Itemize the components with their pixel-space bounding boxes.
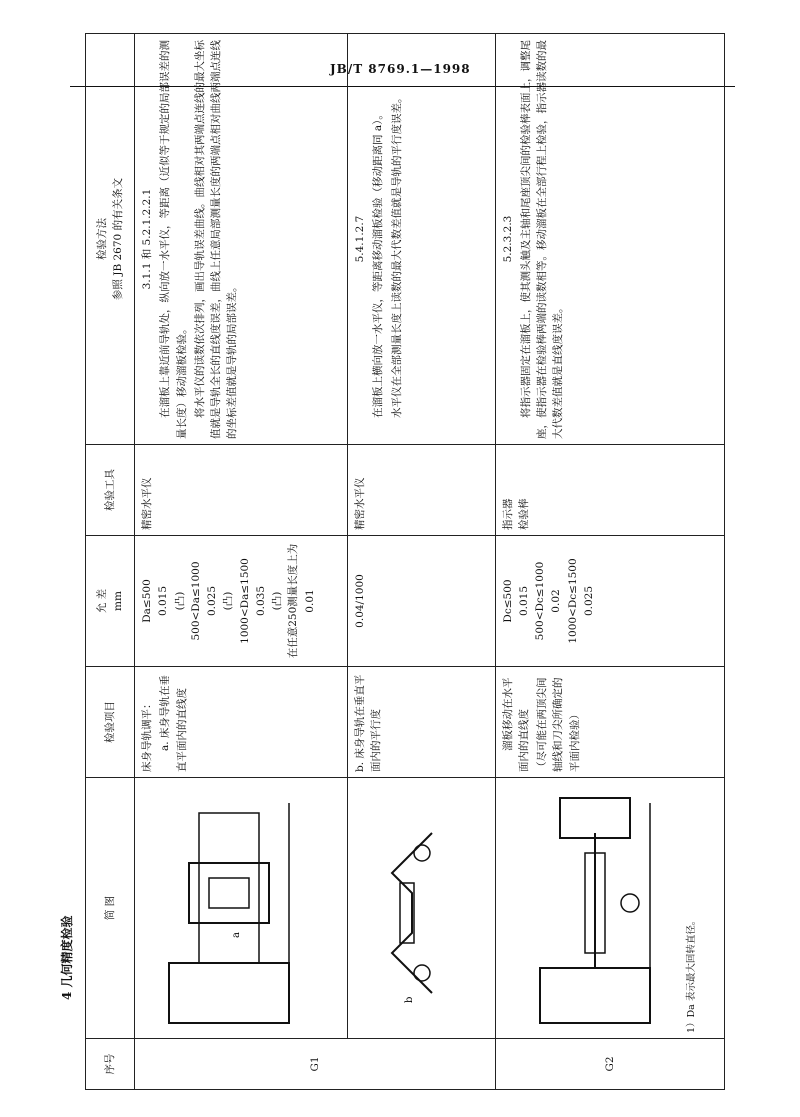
table-row-g1a	[135, 34, 348, 1090]
method-g1a	[135, 34, 348, 445]
method-g2-ref: 5.2.3.2.3	[501, 215, 514, 263]
method-g2	[495, 34, 724, 445]
tolerance-g2	[495, 536, 724, 667]
col-header-no: 序号	[86, 1039, 135, 1090]
tolerance-g1b: 0.04/1000	[348, 536, 495, 667]
method-reference: 参照 JB 2670 的有关条文	[112, 177, 124, 301]
col-header-tool: 检验工具	[86, 445, 135, 536]
col-header-figure: 简 图	[86, 778, 135, 1039]
method-g1a-ref: 3.1.1 和 5.2.1.2.2.1	[141, 188, 153, 290]
tol-g1a-4: 0.025	[206, 585, 219, 617]
tol-g1a-3: 500<Da≤1000	[189, 561, 202, 641]
figure-g1a	[135, 778, 348, 1039]
figure-label-a: a	[231, 932, 242, 938]
standard-number: JB/T 8769.1—1998	[330, 62, 471, 76]
item-g1a-line1: 床身导轨调平：	[141, 698, 153, 772]
method-g1a-para2: 将水平仪的读数依次排列，画出导轨误差曲线。曲线相对其两端点连线的最大坐标值就是导轨全长的直线度误差，曲线上任意局部测量长度的两端点相对曲线两端点连线的坐标差值就是导轨的局部误差。	[193, 40, 239, 439]
tool-g1a: 精密水平仪	[135, 445, 348, 536]
tol-g2-0: Dc≤500	[501, 579, 514, 623]
footnote: 1）Da 表示最大回转直径。	[685, 915, 697, 1033]
item-g2	[495, 667, 724, 778]
method-g1b-ref: 5.4.1.2.7	[354, 215, 367, 263]
tol-g2-2: 500<Dc≤1000	[534, 561, 547, 641]
geometric-accuracy-table	[85, 33, 725, 1090]
tolerance-label: 允 差	[95, 588, 108, 614]
tol-g2-3: 0.02	[550, 589, 563, 613]
tool-g2-test-bar: 检验棒	[517, 498, 530, 530]
bed-guideway-section-diagram	[352, 793, 472, 1033]
item-g1a-line2: a. 床身导轨在垂直平面内的直线度	[159, 675, 188, 772]
tol-g1a-5: (凸)	[222, 591, 235, 611]
tool-g1b: 精密水平仪	[348, 445, 495, 536]
col-header-method	[86, 34, 135, 445]
figure-g2	[495, 778, 724, 1039]
tol-g1a-2: (凸)	[173, 591, 186, 611]
method-g1b	[348, 34, 495, 445]
section-title: 4 几何精度检验	[60, 915, 74, 1000]
tol-g1a-1: 0.015	[157, 585, 170, 617]
tol-g1a-10: 0.01	[303, 589, 316, 613]
method-g1b-para1: 在溜板上横向放一水平仪，等距离移动溜板检验（移动距离同 a）。	[372, 109, 385, 418]
item-g1a	[135, 667, 348, 778]
table-row-g2	[495, 34, 724, 1090]
item-g2-line1: 溜板移动在水平面内的直线度	[501, 677, 530, 772]
col-header-tolerance	[86, 536, 135, 667]
tolerance-unit: mm	[112, 591, 124, 611]
row-number-g1: G1	[135, 1039, 496, 1090]
tol-g1a-0: Da≤500	[141, 579, 153, 623]
tool-g2-indicator: 指示器	[501, 498, 514, 530]
method-g1a-para1: 在溜板上靠近前导轨处，纵向放一水平仪，等距离（近似等于规定的局部误差的测量长度）移动溜板检验。	[159, 40, 188, 439]
carriage-straightness-diagram	[500, 793, 680, 1033]
item-g1b: b. 床身导轨在垂直平面内的平行度	[348, 667, 495, 778]
table-header-row	[86, 34, 135, 1090]
tol-g1a-9: 在任意250测量长度上为	[287, 543, 300, 659]
tool-g2	[495, 445, 724, 536]
tol-g1a-7: 0.035	[254, 585, 267, 617]
tol-g1a-6: 1000<Da≤1500	[238, 558, 251, 644]
lathe-bed-level-diagram	[139, 793, 319, 1033]
row-number-g2: G2	[495, 1039, 724, 1090]
method-g1b-para2: 水平仪在全部测量长度上读数的最大代数差值就是导轨的平行度误差。	[390, 92, 403, 418]
figure-g1b	[348, 778, 495, 1039]
figure-label-b: b	[404, 996, 416, 1003]
method-g2-para: 将指示器固定在溜板上，使其测头触及主轴和尾座顶尖间的检验棒表面上，调整尾座，使指示器在检验棒两端的读数相等。移动溜板在全部行程上检验，指示器读数的最大代数差值就是直线度误差。	[519, 40, 565, 439]
tolerance-g1a	[135, 536, 348, 667]
item-g2-line2: （尽可能在两顶尖间轴线和刀尖所确定的平面内检验）	[536, 677, 581, 772]
tol-g1a-8: (凸)	[271, 591, 284, 611]
col-header-item: 检验项目	[86, 667, 135, 778]
tol-g2-5: 0.025	[582, 585, 595, 617]
tol-g2-4: 1000<Dc≤1500	[566, 558, 579, 644]
method-title: 检验方法	[95, 218, 108, 260]
tol-g2-1: 0.015	[517, 585, 530, 617]
table-row-g1b	[348, 34, 495, 1090]
